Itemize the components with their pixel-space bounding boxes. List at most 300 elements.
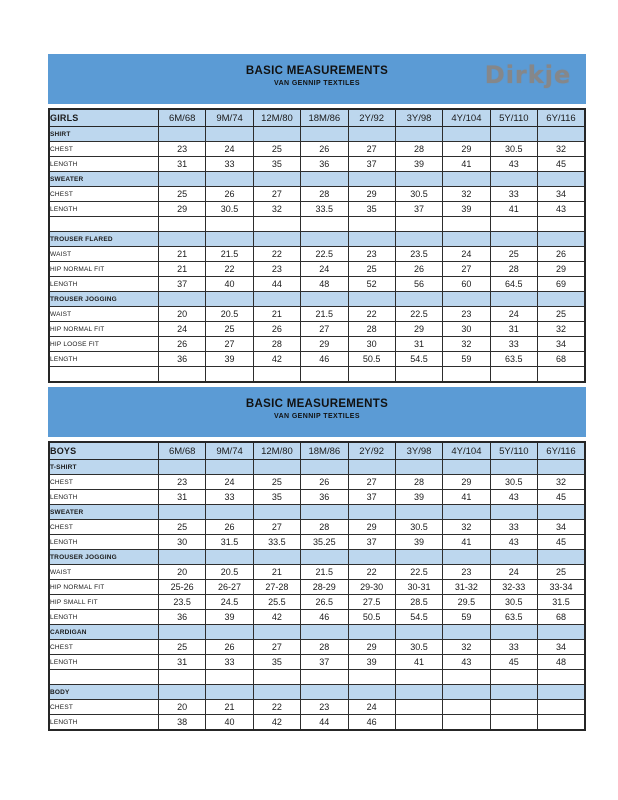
section-filler-cell xyxy=(253,550,300,565)
boys-title-band xyxy=(48,387,586,437)
measurement-value: 26 xyxy=(206,520,253,535)
measurement-value: 45 xyxy=(538,490,586,505)
measurement-row xyxy=(49,535,585,550)
measurement-row xyxy=(49,247,585,262)
section-filler-cell xyxy=(490,172,537,187)
measurement-label: HIP NORMAL FIT xyxy=(49,262,159,277)
section-filler-cell xyxy=(443,505,490,520)
measurement-value: 25 xyxy=(159,520,206,535)
section-label: BODY xyxy=(49,685,159,700)
section-label: T-SHIRT xyxy=(49,460,159,475)
section-filler-cell xyxy=(206,460,253,475)
section-filler-cell xyxy=(206,625,253,640)
section-filler-cell xyxy=(348,550,395,565)
document-sheet xyxy=(48,54,586,735)
measurement-value: 36 xyxy=(159,610,206,625)
measurement-value: 30.5 xyxy=(490,595,537,610)
measurement-value: 28 xyxy=(348,322,395,337)
measurement-value xyxy=(490,715,537,731)
measurement-value: 50.5 xyxy=(348,352,395,367)
measurement-value: 30-31 xyxy=(395,580,442,595)
measurement-value: 25 xyxy=(490,247,537,262)
measurement-value: 21.5 xyxy=(301,565,348,580)
section-filler-cell xyxy=(253,505,300,520)
section-filler-cell xyxy=(538,685,586,700)
measurement-value: 29-30 xyxy=(348,580,395,595)
measurement-value: 28 xyxy=(490,262,537,277)
measurement-row xyxy=(49,610,585,625)
measurement-value: 23 xyxy=(159,475,206,490)
measurement-value: 23 xyxy=(443,307,490,322)
section-filler-cell xyxy=(206,127,253,142)
measurement-value: 28 xyxy=(395,142,442,157)
empty-cell xyxy=(348,670,395,685)
measurement-label: CHEST xyxy=(49,142,159,157)
boys-table-container xyxy=(48,441,586,731)
measurement-value: 23 xyxy=(348,247,395,262)
measurement-value: 48 xyxy=(301,277,348,292)
section-filler-cell xyxy=(443,685,490,700)
measurement-value: 63.5 xyxy=(490,610,537,625)
measurement-value: 27 xyxy=(443,262,490,277)
section-filler-cell xyxy=(538,550,586,565)
measurement-value: 32 xyxy=(443,337,490,352)
measurement-value: 26 xyxy=(538,247,586,262)
measurement-value: 43 xyxy=(490,490,537,505)
empty-cell xyxy=(253,670,300,685)
section-row xyxy=(49,232,585,247)
section-filler-cell xyxy=(206,292,253,307)
section-filler-cell xyxy=(159,232,206,247)
section-filler-cell xyxy=(348,460,395,475)
section-filler-cell xyxy=(395,172,442,187)
measurement-value: 35 xyxy=(253,655,300,670)
measurement-value: 31 xyxy=(159,157,206,172)
measurement-row xyxy=(49,337,585,352)
measurements-table-boys xyxy=(48,441,586,731)
measurement-value: 20 xyxy=(159,700,206,715)
measurement-label: LENGTH xyxy=(49,715,159,731)
measurement-value: 39 xyxy=(443,202,490,217)
measurement-row xyxy=(49,475,585,490)
section-filler-cell xyxy=(538,292,586,307)
section-label: SWEATER xyxy=(49,172,159,187)
section-filler-cell xyxy=(538,460,586,475)
section-filler-cell xyxy=(206,505,253,520)
measurement-value: 60 xyxy=(443,277,490,292)
measurement-value: 21 xyxy=(206,700,253,715)
section-row xyxy=(49,685,585,700)
section-filler-cell xyxy=(490,550,537,565)
empty-cell xyxy=(159,670,206,685)
measurement-label: HIP NORMAL FIT xyxy=(49,322,159,337)
measurement-value: 34 xyxy=(538,640,586,655)
section-filler-cell xyxy=(159,127,206,142)
empty-cell xyxy=(49,217,159,232)
size-column-header: 9M/74 xyxy=(206,442,253,460)
measurement-value: 63.5 xyxy=(490,352,537,367)
section-filler-cell xyxy=(348,172,395,187)
section-filler-cell xyxy=(253,625,300,640)
measurement-value: 26-27 xyxy=(206,580,253,595)
measurement-value: 41 xyxy=(443,490,490,505)
measurement-value: 36 xyxy=(159,352,206,367)
measurement-value: 39 xyxy=(348,655,395,670)
measurement-value: 50.5 xyxy=(348,610,395,625)
measurement-label: HIP SMALL FIT xyxy=(49,595,159,610)
empty-row xyxy=(49,217,585,232)
measurement-value: 36 xyxy=(301,490,348,505)
measurement-value: 30 xyxy=(159,535,206,550)
measurement-value: 22 xyxy=(206,262,253,277)
measurement-value: 29 xyxy=(301,337,348,352)
section-filler-cell xyxy=(395,685,442,700)
measurement-value: 29 xyxy=(538,262,586,277)
section-filler-cell xyxy=(159,292,206,307)
measurement-label: WAIST xyxy=(49,565,159,580)
measurement-value: 28 xyxy=(395,475,442,490)
measurement-value: 33.5 xyxy=(301,202,348,217)
measurement-value: 30 xyxy=(443,322,490,337)
section-row xyxy=(49,505,585,520)
measurement-value: 26 xyxy=(206,640,253,655)
measurement-value: 20 xyxy=(159,307,206,322)
measurement-value: 23 xyxy=(301,700,348,715)
measurement-value: 34 xyxy=(538,187,586,202)
size-column-header: 2Y/92 xyxy=(348,109,395,127)
section-filler-cell xyxy=(443,460,490,475)
empty-cell xyxy=(301,217,348,232)
empty-cell xyxy=(301,670,348,685)
measurement-value: 29 xyxy=(348,520,395,535)
measurement-value: 20 xyxy=(159,565,206,580)
measurement-value: 29.5 xyxy=(443,595,490,610)
measurement-value: 34 xyxy=(538,520,586,535)
section-filler-cell xyxy=(538,625,586,640)
measurement-value: 45 xyxy=(538,535,586,550)
measurement-value: 29 xyxy=(443,475,490,490)
measurement-value: 37 xyxy=(301,655,348,670)
measurement-row xyxy=(49,277,585,292)
section-filler-cell xyxy=(348,625,395,640)
section-filler-cell xyxy=(253,685,300,700)
measurement-value: 23.5 xyxy=(395,247,442,262)
empty-cell xyxy=(443,217,490,232)
empty-cell xyxy=(49,367,159,383)
empty-cell xyxy=(253,367,300,383)
empty-cell xyxy=(159,217,206,232)
section-filler-cell xyxy=(490,127,537,142)
section-filler-cell xyxy=(490,292,537,307)
section-label: TROUSER JOGGING xyxy=(49,550,159,565)
measurement-value: 24 xyxy=(490,307,537,322)
measurement-value: 30.5 xyxy=(490,475,537,490)
measurement-value: 22.5 xyxy=(301,247,348,262)
measurement-value: 24 xyxy=(301,262,348,277)
measurement-value: 25.5 xyxy=(253,595,300,610)
measurement-value: 25 xyxy=(538,565,586,580)
measurement-value: 25 xyxy=(348,262,395,277)
section-filler-cell xyxy=(443,625,490,640)
section-label: CARDIGAN xyxy=(49,625,159,640)
section-filler-cell xyxy=(443,292,490,307)
measurement-value xyxy=(395,700,442,715)
measurement-value: 27.5 xyxy=(348,595,395,610)
measurement-value: 39 xyxy=(395,157,442,172)
measurement-value xyxy=(395,715,442,731)
measurement-value: 32 xyxy=(253,202,300,217)
measurement-value: 33-34 xyxy=(538,580,586,595)
measurement-value: 24 xyxy=(443,247,490,262)
section-filler-cell xyxy=(159,685,206,700)
section-label: TROUSER FLARED xyxy=(49,232,159,247)
section-filler-cell xyxy=(159,460,206,475)
section-filler-cell xyxy=(159,625,206,640)
measurement-value: 33 xyxy=(206,157,253,172)
section-filler-cell xyxy=(253,172,300,187)
measurement-value xyxy=(538,715,586,731)
measurement-value: 33.5 xyxy=(253,535,300,550)
measurement-value: 56 xyxy=(395,277,442,292)
measurement-value: 29 xyxy=(395,322,442,337)
measurement-value: 24 xyxy=(490,565,537,580)
section-filler-cell xyxy=(301,550,348,565)
measurement-value: 41 xyxy=(490,202,537,217)
measurement-label: CHEST xyxy=(49,475,159,490)
measurement-value: 27 xyxy=(348,142,395,157)
section-filler-cell xyxy=(253,232,300,247)
empty-cell xyxy=(206,670,253,685)
empty-cell xyxy=(348,217,395,232)
measurement-value: 31.5 xyxy=(206,535,253,550)
size-column-header: 2Y/92 xyxy=(348,442,395,460)
measurement-label: WAIST xyxy=(49,247,159,262)
measurement-value: 27 xyxy=(253,640,300,655)
measurement-value: 35 xyxy=(253,157,300,172)
empty-cell xyxy=(490,217,537,232)
measurement-value: 32 xyxy=(538,142,586,157)
size-column-header: 5Y/110 xyxy=(490,442,537,460)
section-filler-cell xyxy=(301,292,348,307)
measurement-value: 44 xyxy=(253,277,300,292)
size-column-header: 3Y/98 xyxy=(395,442,442,460)
measurement-value: 31 xyxy=(159,655,206,670)
measurement-value: 37 xyxy=(348,157,395,172)
measurement-value: 45 xyxy=(490,655,537,670)
measurement-value: 31 xyxy=(490,322,537,337)
measurement-value: 39 xyxy=(395,490,442,505)
measurement-value: 35.25 xyxy=(301,535,348,550)
measurement-value: 68 xyxy=(538,610,586,625)
size-header-row xyxy=(49,109,585,127)
measurement-value: 22 xyxy=(348,565,395,580)
measurement-value: 69 xyxy=(538,277,586,292)
measurement-value: 39 xyxy=(206,610,253,625)
measurement-value: 24 xyxy=(348,700,395,715)
measurement-value: 33 xyxy=(490,187,537,202)
size-column-header: 3Y/98 xyxy=(395,109,442,127)
measurement-value: 39 xyxy=(206,352,253,367)
empty-cell xyxy=(395,670,442,685)
measurement-value: 43 xyxy=(443,655,490,670)
empty-cell xyxy=(538,670,586,685)
size-column-header: 12M/80 xyxy=(253,109,300,127)
measurement-value: 46 xyxy=(348,715,395,731)
measurement-value: 26 xyxy=(301,475,348,490)
measurement-value: 25 xyxy=(253,475,300,490)
measurement-value: 32-33 xyxy=(490,580,537,595)
measurement-row xyxy=(49,262,585,277)
section-row xyxy=(49,172,585,187)
measurement-value: 23 xyxy=(253,262,300,277)
measurement-value: 29 xyxy=(443,142,490,157)
empty-cell xyxy=(159,367,206,383)
section-filler-cell xyxy=(159,550,206,565)
measurement-value: 37 xyxy=(348,535,395,550)
empty-cell xyxy=(49,670,159,685)
empty-cell xyxy=(443,670,490,685)
measurement-value: 25 xyxy=(159,187,206,202)
measurement-label: LENGTH xyxy=(49,277,159,292)
empty-row xyxy=(49,670,585,685)
measurement-value: 29 xyxy=(348,640,395,655)
measurement-value: 33 xyxy=(490,520,537,535)
group-label: GIRLS xyxy=(49,109,159,127)
measurements-table-girls xyxy=(48,108,586,383)
measurement-value: 22.5 xyxy=(395,565,442,580)
measurement-value: 21 xyxy=(159,262,206,277)
section-filler-cell xyxy=(443,172,490,187)
measurement-value: 64.5 xyxy=(490,277,537,292)
measurement-value: 41 xyxy=(443,157,490,172)
empty-row xyxy=(49,367,585,383)
measurement-value: 28 xyxy=(301,520,348,535)
measurement-value: 42 xyxy=(253,610,300,625)
measurement-value: 36 xyxy=(301,157,348,172)
section-filler-cell xyxy=(348,685,395,700)
measurement-value: 27 xyxy=(253,187,300,202)
section-row xyxy=(49,460,585,475)
measurement-label: WAIST xyxy=(49,307,159,322)
measurement-value: 24 xyxy=(206,142,253,157)
measurement-value: 31.5 xyxy=(538,595,586,610)
section-filler-cell xyxy=(301,625,348,640)
measurement-label: LENGTH xyxy=(49,352,159,367)
measurement-value: 25 xyxy=(206,322,253,337)
section-label: TROUSER JOGGING xyxy=(49,292,159,307)
measurement-label: LENGTH xyxy=(49,157,159,172)
measurement-value: 40 xyxy=(206,277,253,292)
measurement-value: 30.5 xyxy=(395,520,442,535)
measurement-label: HIP NORMAL FIT xyxy=(49,580,159,595)
measurement-value: 37 xyxy=(159,277,206,292)
section-filler-cell xyxy=(348,127,395,142)
measurement-value: 23 xyxy=(159,142,206,157)
empty-cell xyxy=(490,367,537,383)
measurement-value xyxy=(443,700,490,715)
measurement-value: 22 xyxy=(253,700,300,715)
measurement-label: CHEST xyxy=(49,700,159,715)
measurement-label: CHEST xyxy=(49,520,159,535)
measurement-row xyxy=(49,655,585,670)
document-title: BASIC MEASUREMENTS xyxy=(245,398,389,410)
document-title: BASIC MEASUREMENTS xyxy=(245,65,389,77)
measurement-value: 30.5 xyxy=(206,202,253,217)
measurement-value: 30.5 xyxy=(395,640,442,655)
section-row xyxy=(49,127,585,142)
measurement-value: 46 xyxy=(301,610,348,625)
measurement-row xyxy=(49,640,585,655)
section-filler-cell xyxy=(159,172,206,187)
section-filler-cell xyxy=(538,232,586,247)
measurement-value: 43 xyxy=(538,202,586,217)
measurement-value: 26 xyxy=(301,142,348,157)
section-filler-cell xyxy=(348,505,395,520)
empty-cell xyxy=(538,217,586,232)
measurement-value: 27 xyxy=(348,475,395,490)
section-filler-cell xyxy=(395,625,442,640)
measurement-value: 24.5 xyxy=(206,595,253,610)
measurement-label: CHEST xyxy=(49,640,159,655)
group-label: BOYS xyxy=(49,442,159,460)
measurement-value: 42 xyxy=(253,715,300,731)
measurement-value: 52 xyxy=(348,277,395,292)
measurement-value: 43 xyxy=(490,535,537,550)
size-column-header: 6Y/116 xyxy=(538,109,586,127)
measurement-value: 21.5 xyxy=(301,307,348,322)
measurement-value: 40 xyxy=(206,715,253,731)
measurement-row xyxy=(49,352,585,367)
size-column-header: 18M/86 xyxy=(301,109,348,127)
section-filler-cell xyxy=(253,460,300,475)
empty-cell xyxy=(348,367,395,383)
measurement-value: 32 xyxy=(443,520,490,535)
measurement-value: 42 xyxy=(253,352,300,367)
measurement-value: 30.5 xyxy=(490,142,537,157)
measurement-value: 31 xyxy=(395,337,442,352)
measurement-row xyxy=(49,490,585,505)
section-filler-cell xyxy=(538,127,586,142)
measurement-value: 22.5 xyxy=(395,307,442,322)
measurement-row xyxy=(49,322,585,337)
size-column-header: 5Y/110 xyxy=(490,109,537,127)
size-column-header: 9M/74 xyxy=(206,109,253,127)
section-filler-cell xyxy=(490,232,537,247)
measurement-value xyxy=(443,715,490,731)
size-column-header: 6M/68 xyxy=(159,442,206,460)
measurement-value: 37 xyxy=(395,202,442,217)
section-label: SWEATER xyxy=(49,505,159,520)
size-column-header: 12M/80 xyxy=(253,442,300,460)
measurement-value: 27 xyxy=(253,520,300,535)
measurement-value: 28 xyxy=(301,187,348,202)
section-filler-cell xyxy=(253,292,300,307)
size-header-row xyxy=(49,442,585,460)
section-filler-cell xyxy=(253,127,300,142)
section-label: SHIRT xyxy=(49,127,159,142)
measurement-value: 25 xyxy=(253,142,300,157)
section-filler-cell xyxy=(395,550,442,565)
empty-cell xyxy=(538,367,586,383)
section-filler-cell xyxy=(348,292,395,307)
measurement-row xyxy=(49,580,585,595)
measurement-value: 59 xyxy=(443,352,490,367)
measurement-value: 41 xyxy=(395,655,442,670)
measurement-value: 26 xyxy=(159,337,206,352)
measurement-value: 26 xyxy=(395,262,442,277)
measurement-value: 31 xyxy=(159,490,206,505)
measurement-value: 43 xyxy=(490,157,537,172)
